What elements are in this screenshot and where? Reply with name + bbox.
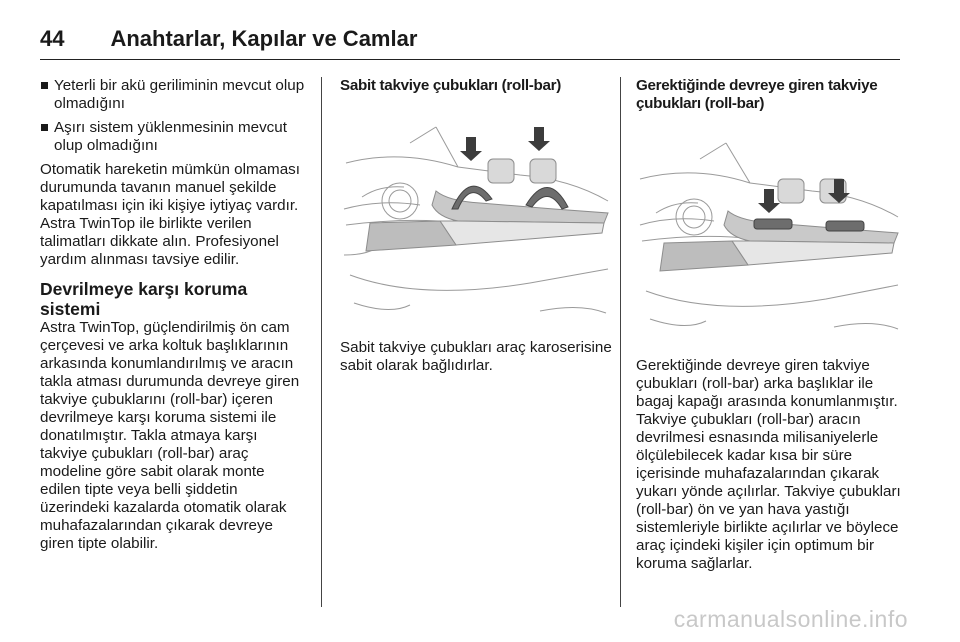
fixed-rollbar-illustration xyxy=(340,105,612,323)
column-2 xyxy=(340,77,612,385)
fixed-rollbar-heading: Sabit takviye çubukları (roll-bar) xyxy=(340,77,562,94)
watermark: carmanualsonline.info xyxy=(673,606,908,632)
pop-up-rollbar-body: Gerektiğinde devreye giren takviye çubukları (roll-bar) arka başlıklar ile bagaj kapağı arasında konumlanmıştır. Takviye çubukları (roll-bar) aracın devrilmesi esnasında milisaniyelerle ölçülebilecek kadar kısa bir süre içerisinde muhafazalarından çıkarak yukarı yönde açılırlar. Takviye çubukları (roll-bar) ön ve yan hava yastığı sistemleriyle birlikte açılırlar ve böylece araç içindeki kişiler için optimum bir koruma sağlarlar. xyxy=(636,357,901,572)
section-body: Astra TwinTop, güçlendirilmiş ön cam çerçevesi ve arka koltuk başlıklarının arkasında konumlandırılmış ve aracın takla atması durumunda devreye giren takviye çubuklarını (roll-bar) içeren devrilmeye karşı koruma sistemi ile donatılmıştır. Takla atmaya karşı takviye çubukları (roll-bar) araç modeline göre sabit olarak monte edilen tipte veya belli şiddetin üzerindeki kazalarda otomatik olarak muhafazalarından çıkarak devreye giren tipte olabilir. xyxy=(40,319,300,552)
pop-up-rollbar-heading: Gerektiğinde devreye giren takviye çubukları (roll-bar) xyxy=(636,77,878,112)
section-heading: Devrilmeye karşı koruma sistemi xyxy=(40,279,248,319)
column-1 xyxy=(40,77,308,563)
column-3 xyxy=(636,77,906,583)
column-divider xyxy=(620,77,621,607)
column-divider xyxy=(321,77,322,607)
header-rule xyxy=(40,59,900,60)
bullet-item: Yeterli bir akü geriliminin mevcut olup olmadığını xyxy=(40,77,308,113)
page-header xyxy=(40,18,900,60)
page-number: 44 xyxy=(40,26,65,51)
chapter-title: Anahtarlar, Kapılar ve Camlar xyxy=(110,26,418,51)
bullet-list xyxy=(40,77,308,155)
fixed-rollbar-body: Sabit takviye çubukları araç karoserisine sabit olarak bağlıdırlar. xyxy=(340,339,612,374)
pop-up-rollbar-illustration xyxy=(636,123,902,341)
body-paragraph: Otomatik hareketin mümkün olmaması durumunda tavanın manuel şekilde kapatılması için iki kişiye iytiyaç vardır. Astra TwinTop ile birlikte verilen talimatları dikkate alın. Profesiyonel yardım alınması tavsiye edilir. xyxy=(40,161,300,268)
bullet-item: Aşırı sistem yüklenmesinin mevcut olup olmadığını xyxy=(40,119,308,155)
